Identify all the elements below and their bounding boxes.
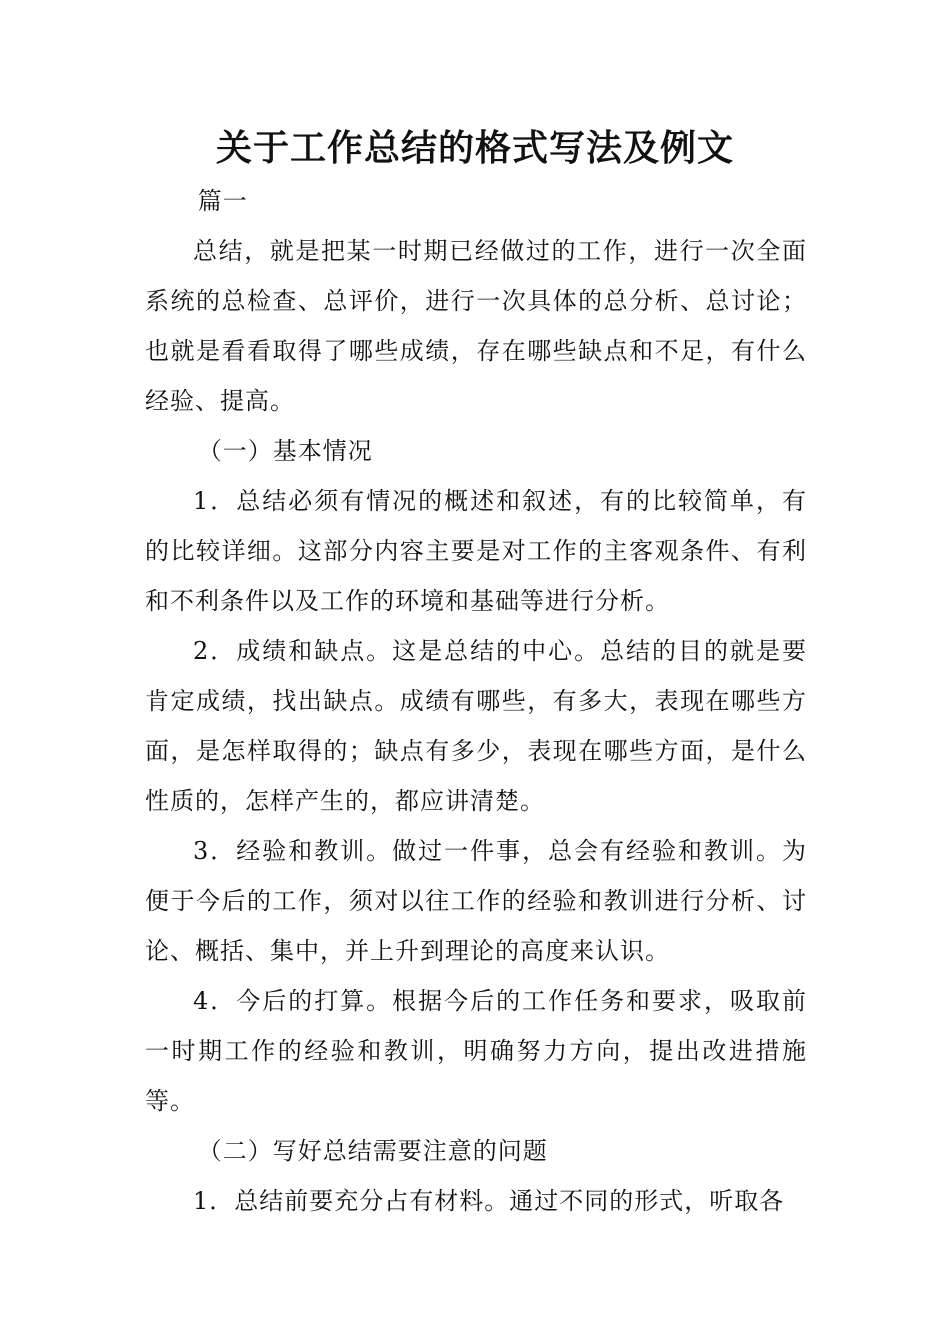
section-1-item-3: 3．经验和教训。做过一件事，总会有经验和教训。为便于今后的工作，须对以往工作的经验和教训进行分析、讨论、概括、集中，并上升到理论的高度来认识。 (145, 837, 807, 965)
section-2-heading: （二）写好总结需要注意的问题 (197, 1137, 548, 1165)
section-1-item-4: 4．今后的打算。根据今后的工作任务和要求，吸取前一时期工作的经验和教训，明确努力方向，提出改进措施等。 (145, 987, 807, 1115)
section-1-item-1: 1．总结必须有情况的概述和叙述，有的比较简单，有的比较详细。这部分内容主要是对工作的主客观条件、有利和不利条件以及工作的环境和基础等进行分析。 (145, 487, 807, 615)
section-1-heading: （一）基本情况 (197, 437, 373, 465)
section-1-item-2: 2．成绩和缺点。这是总结的中心。总结的目的就是要肯定成绩，找出缺点。成绩有哪些，有多大，表现在哪些方面，是怎样取得的；缺点有多少，表现在哪些方面，是什么性质的，怎样产生的，都应讲清楚。 (145, 637, 807, 815)
document-title: 关于工作总结的格式写法及例文 (215, 128, 734, 169)
intro-paragraph: 总结，就是把某一时期已经做过的工作，进行一次全面系统的总检查、总评价，进行一次具体的总分析、总讨论；也就是看看取得了哪些成绩，存在哪些缺点和不足，有什么经验、提高。 (145, 237, 807, 415)
document-body (145, 176, 807, 1226)
chapter-label: 篇一 (197, 187, 248, 215)
section-2-item-1: 1．总结前要充分占有材料。通过不同的形式，听取各 (193, 1187, 785, 1215)
